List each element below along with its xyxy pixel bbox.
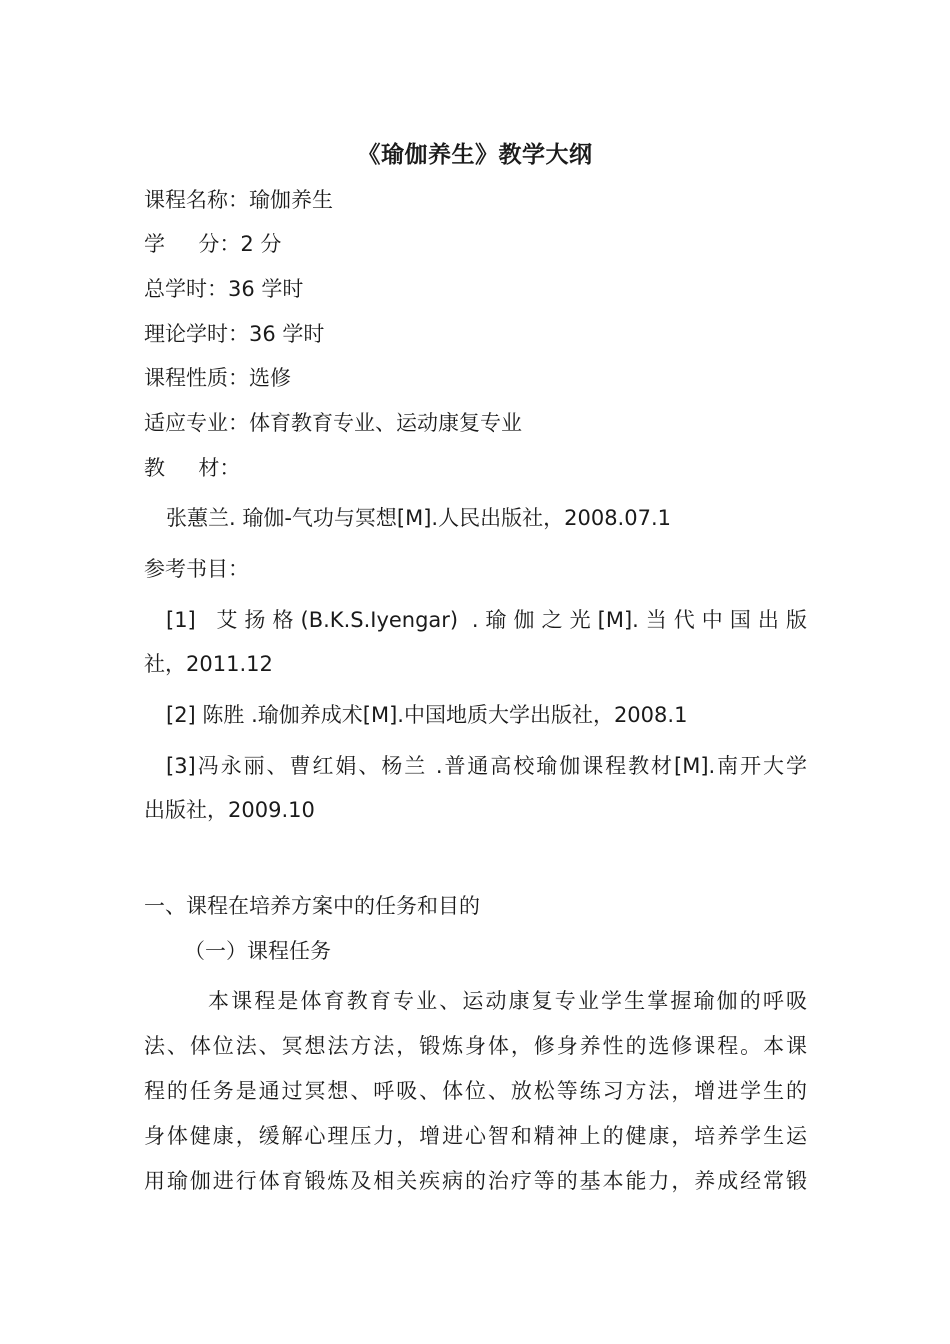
reference-3-line-2: 出版社，2009.10 (144, 798, 315, 822)
paragraph-line-3: 程的任务是通过冥想、呼吸、体位、放松等练习方法，增进学生的 (144, 1079, 807, 1103)
references-label: 参考书目： (144, 557, 249, 581)
theory-hours-line: 理论学时：36 学时 (144, 322, 325, 346)
paragraph-line-2: 法、体位法、冥想法方法，锻炼身体，修身养性的选修课程。本课 (144, 1034, 807, 1058)
course-name-line: 课程名称：瑜伽养生 (144, 188, 333, 212)
course-nature-line: 课程性质：选修 (144, 366, 291, 390)
total-hours-line: 总学时：36 学时 (144, 277, 304, 301)
section-1-subheading: （一）课程任务 (184, 939, 331, 963)
textbook-label: 教 材： (144, 456, 241, 480)
majors-line: 适应专业：体育教育专业、运动康复专业 (144, 411, 522, 435)
textbook-entry: 张蕙兰. 瑜伽-气功与冥想[M].人民出版社，2008.07.1 (166, 506, 671, 530)
paragraph-line-1: 本课程是体育教育专业、运动康复专业学生掌握瑜伽的呼吸 (208, 989, 807, 1013)
section-1-heading: 一、课程在培养方案中的任务和目的 (144, 894, 480, 918)
credits-line: 学 分：2 分 (144, 232, 282, 256)
reference-2: [2] 陈胜 .瑜伽养成术[M].中国地质大学出版社，2008.1 (166, 703, 688, 727)
reference-1-line-2: 社，2011.12 (144, 652, 273, 676)
paragraph-line-4: 身体健康，缓解心理压力，增进心智和精神上的健康，培养学生运 (144, 1124, 807, 1148)
reference-1-line-1: [1] 艾 扬 格 (B.K.S.Iyengar) . 瑜 伽 之 光 [M]. 当 代 中 国 出 版 (166, 608, 807, 632)
document-title: 《瑜伽养生》教学大纲 (357, 142, 593, 168)
reference-3-line-1: [3]冯永丽、曹红娟、杨兰 .普通高校瑜伽课程教材[M].南开大学 (166, 754, 807, 778)
paragraph-line-5: 用瑜伽进行体育锻炼及相关疾病的治疗等的基本能力，养成经常锻 (144, 1169, 807, 1193)
